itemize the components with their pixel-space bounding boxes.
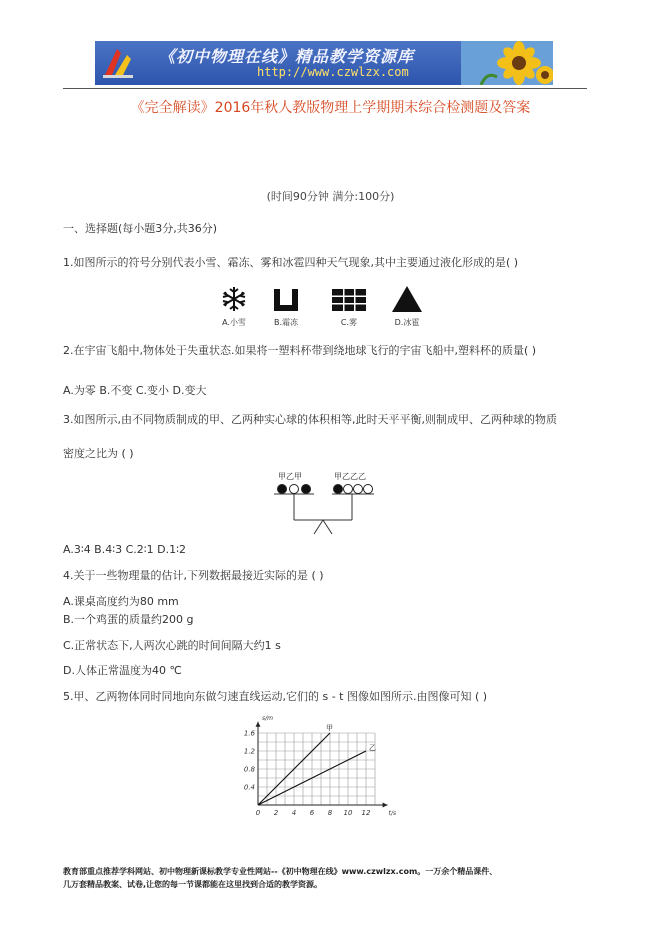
- page-title: 《完全解读》2016年秋人教版物理上学期期末综合检测题及答案: [130, 100, 531, 116]
- question-3-text-cont: 密度之比为 ( ): [63, 447, 134, 460]
- question-4-text: 4.关于一些物理量的估计,下列数据最接近实际的是 ( ): [63, 569, 324, 582]
- y-axis-arrow: [256, 722, 261, 727]
- ball-yi: [354, 485, 363, 494]
- x-tick-label: 8: [327, 809, 333, 817]
- fog-icon: [332, 289, 366, 311]
- x-tick-label: 10: [343, 809, 353, 817]
- x-tick-label: 12: [361, 809, 371, 817]
- exam-info: (时间90分钟 满分:100分): [266, 190, 395, 203]
- ball-jia: [302, 485, 311, 494]
- left-pan-labels: 甲乙甲: [278, 472, 302, 481]
- question-4-option-d: D.人体正常温度为40 ℃: [63, 664, 182, 677]
- x-axis-arrow: [383, 803, 388, 808]
- option-b-label: B.霜冻: [273, 318, 299, 327]
- site-logo-icon: [101, 45, 135, 81]
- question-2-text: 2.在宇宙飞船中,物体处于失重状态.如果将一塑料杯带到绕地球飞行的宇宙飞船中,塑料杯的质量( ): [63, 344, 537, 357]
- weather-symbols-figure: [210, 283, 445, 331]
- header-divider: [63, 88, 587, 89]
- banner-url[interactable]: http://www.czwlzx.com: [257, 65, 409, 79]
- question-2-options: A.为零 B.不变 C.变小 D.变大: [63, 384, 207, 397]
- question-1-text: 1.如图所示的符号分别代表小雪、霜冻、雾和冰雹四种天气现象,其中主要通过液化形成的是( ): [63, 256, 519, 269]
- y-tick-label: 0.8: [243, 765, 255, 774]
- footer-line-1: 教育部重点推荐学科网站、初中物理新课标教学专业性网站--《初中物理在线》www.czwlzx.com。一万余个精品课件、: [63, 867, 498, 876]
- x-axis-label: t/s: [388, 810, 397, 817]
- ball-yi: [344, 485, 353, 494]
- x-tick-label: 0: [255, 809, 261, 817]
- header-banner: [95, 41, 553, 85]
- section-heading: 一、选择题(每小题3分,共36分): [63, 222, 218, 235]
- snowflake-icon: [223, 287, 245, 311]
- frost-icon: [274, 289, 298, 311]
- question-4-option-c: C.正常状态下,人两次心跳的时间间隔大约1 s: [63, 639, 281, 652]
- option-d-label: D.冰雹: [394, 318, 420, 327]
- balance-figure: [270, 468, 380, 538]
- option-a-label: A.小雪: [222, 318, 246, 327]
- question-3-text: 3.如图所示,由不同物质制成的甲、乙两种实心球的体积相等,此时天平平衡,则制成甲、乙两种球的物质: [63, 413, 557, 426]
- s-t-chart: [238, 712, 408, 822]
- y-axis-label: s/m: [262, 715, 273, 722]
- question-4-option-a: A.课桌高度约为80 mm: [63, 595, 179, 608]
- y-tick-label: 1.6: [243, 729, 255, 738]
- footer-line-2: 几万套精品教案、试卷,让您的每一节课都能在这里找到合适的教学资源。: [63, 880, 323, 889]
- right-pan-labels: 甲乙乙乙: [334, 472, 366, 481]
- x-tick-label: 4: [291, 809, 297, 817]
- series-label-2: 乙: [369, 744, 376, 752]
- x-tick-label: 2: [273, 809, 279, 817]
- y-tick-label: 0.4: [243, 783, 255, 792]
- question-4-option-b: B.一个鸡蛋的质量约200 g: [63, 613, 194, 626]
- y-tick-label: 1.2: [243, 747, 255, 756]
- question-5-text: 5.甲、乙两物体同时同地向东做匀速直线运动,它们的 s - t 图像如图所示.由图像可知 ( ): [63, 690, 488, 703]
- ball-jia: [278, 485, 287, 494]
- x-tick-label: 6: [309, 809, 315, 817]
- option-c-label: C.雾: [340, 318, 358, 327]
- series-label-1: 甲: [326, 724, 333, 732]
- ball-jia: [334, 485, 343, 494]
- sunflower-icon: [461, 41, 553, 85]
- ball-yi: [290, 485, 299, 494]
- question-3-options: A.3∶4 B.4∶3 C.2∶1 D.1∶2: [63, 543, 186, 556]
- ball-yi: [364, 485, 373, 494]
- banner-title: 《初中物理在线》精品教学资源库: [159, 47, 415, 66]
- hail-icon: [392, 286, 422, 312]
